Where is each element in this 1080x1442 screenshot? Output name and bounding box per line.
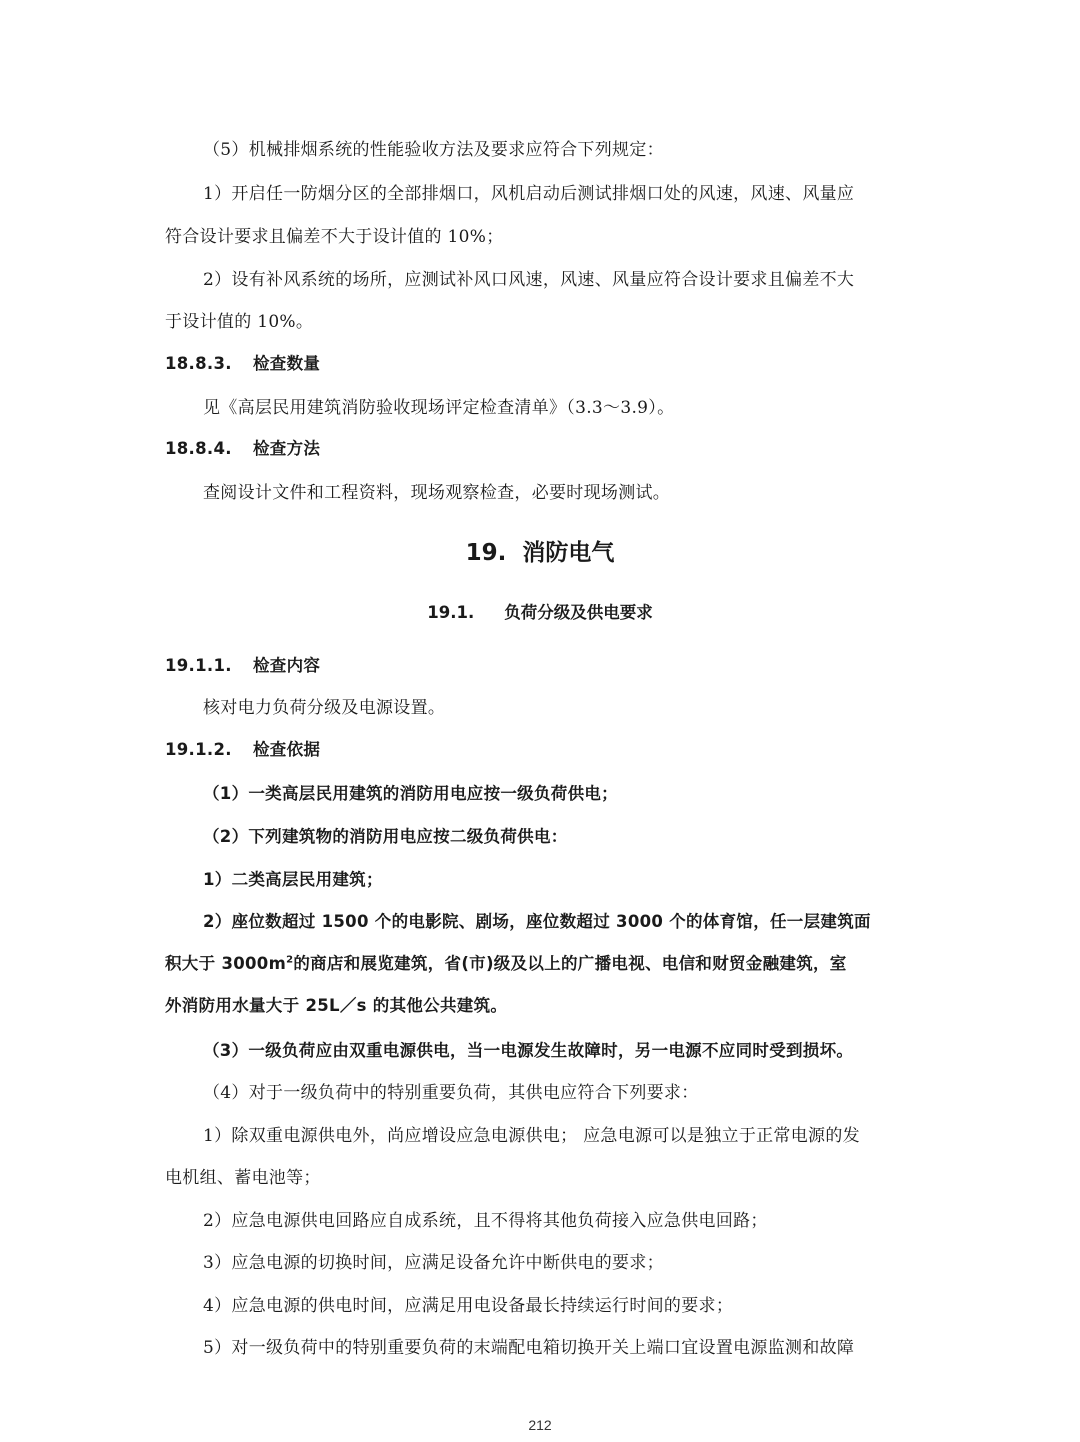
paragraph-line: 5）对一级负荷中的特别重要负荷的末端配电箱切换开关上端口宜设置电源监测和故障 xyxy=(203,1338,855,1358)
subsection-heading xyxy=(165,437,320,461)
heading-title: 检查依据 xyxy=(253,740,321,759)
heading-number: 19.1.1. xyxy=(165,656,232,675)
text-run: 积大于 3000m xyxy=(165,954,287,973)
heading-number: 19.1.2. xyxy=(165,740,232,759)
heading-title: 检查内容 xyxy=(253,656,321,675)
section-number: 19.1. xyxy=(427,603,475,622)
paragraph-line: 于设计值的 10%。 xyxy=(165,312,314,332)
paragraph-line: 3）应急电源的切换时间，应满足设备允许中断供电的要求； xyxy=(203,1253,664,1273)
heading-title: 检查方法 xyxy=(253,439,321,458)
paragraph-line: 见《高层民用建筑消防验收现场评定检查清单》（3.3～3.9）。 xyxy=(203,398,675,418)
paragraph-line: （2）下列建筑物的消防用电应按二级负荷供电： xyxy=(203,827,568,846)
section-title xyxy=(0,601,1080,625)
paragraph-line: 2）设有补风系统的场所，应测试补风口风速，风速、风量应符合设计要求且偏差不大 xyxy=(203,270,855,290)
subsection-heading xyxy=(165,352,320,376)
text-run: 的商店和展览建筑，省(市)级及以上的广播电视、电信和财贸金融建筑，室 xyxy=(293,954,847,973)
paragraph-line: 1）二类高层民用建筑； xyxy=(203,870,383,889)
chapter-name: 消防电气 xyxy=(522,540,615,566)
heading-number: 18.8.3. xyxy=(165,354,232,373)
paragraph-line: （1）一类高层民用建筑的消防用电应按一级负荷供电； xyxy=(203,784,618,803)
heading-title: 检查数量 xyxy=(253,354,321,373)
paragraph-line: 核对电力负荷分级及电源设置。 xyxy=(203,698,446,718)
paragraph-line: 符合设计要求且偏差不大于设计值的 10%； xyxy=(165,227,504,247)
paragraph-line: 电机组、蓄电池等； xyxy=(165,1168,321,1188)
paragraph-line: 4）应急电源的供电时间，应满足用电设备最长持续运行时间的要求； xyxy=(203,1296,734,1316)
paragraph-line: 2）座位数超过 1500 个的电影院、剧场，座位数超过 3000 个的体育馆，任一层建筑面 xyxy=(203,912,871,931)
heading-number: 18.8.4. xyxy=(165,439,232,458)
paragraph-line: 1）开启任一防烟分区的全部排烟口，风机启动后测试排烟口处的风速，风速、风量应 xyxy=(203,184,855,204)
paragraph-line: 查阅设计文件和工程资料，现场观察检查，必要时现场测试。 xyxy=(203,483,671,503)
page-number: 212 xyxy=(528,1417,552,1433)
paragraph-line: 外消防用水量大于 25L／s 的其他公共建筑。 xyxy=(165,996,508,1015)
paragraph-line: （4）对于一级负荷中的特别重要负荷，其供电应符合下列要求： xyxy=(203,1083,699,1103)
section-name: 负荷分级及供电要求 xyxy=(504,603,653,622)
paragraph-line: 2）应急电源供电回路应自成系统，且不得将其他负荷接入应急供电回路； xyxy=(203,1211,768,1231)
paragraph-line: 1）除双重电源供电外，尚应增设应急电源供电； 应急电源可以是独立于正常电源的发 xyxy=(203,1126,860,1146)
subsection-heading xyxy=(165,654,320,678)
chapter-title xyxy=(0,538,1080,568)
paragraph-line xyxy=(165,952,847,976)
superscript: 2 xyxy=(286,954,294,966)
subsection-heading xyxy=(165,738,320,762)
paragraph-line: （5）机械排烟系统的性能验收方法及要求应符合下列规定： xyxy=(203,140,664,160)
paragraph-line: （3）一级负荷应由双重电源供电，当一电源发生故障时，另一电源不应同时受到损坏。 xyxy=(203,1041,854,1060)
chapter-number: 19. xyxy=(465,540,507,566)
